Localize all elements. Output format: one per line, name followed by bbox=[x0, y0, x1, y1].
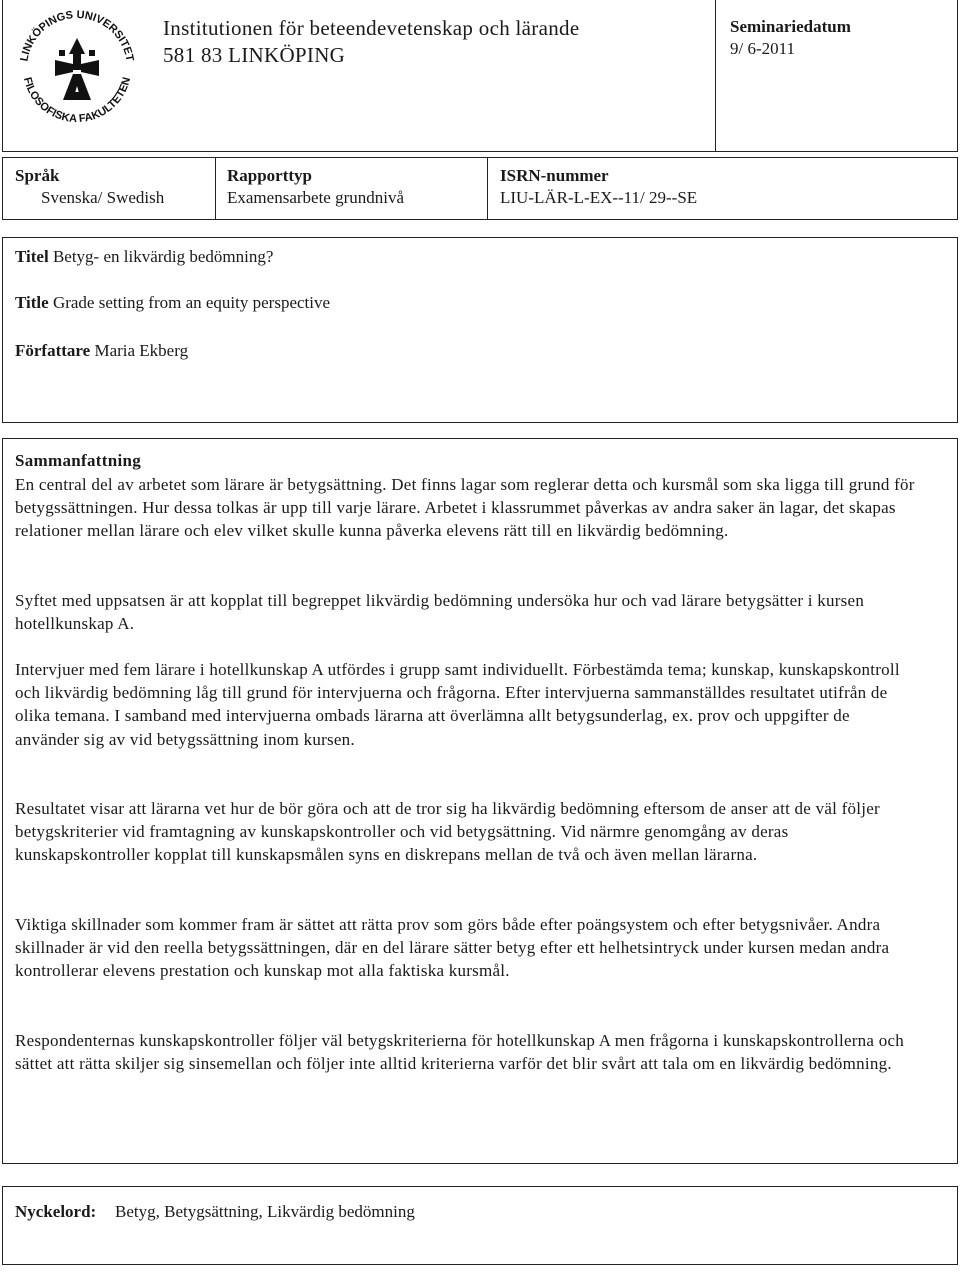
header-divider bbox=[715, 0, 716, 151]
abstract-paragraph: En central del av arbetet som lärare är betygsättning. Det finns lagar som reglerar detta och kursmål som ska ligga till grund för betygssättningen. Hur dessa tolkas är upp till varje lärare. Arbetet i klassrummet påverkas av andra saker än lagar, det skapas relationer mellan lärare och elev vilket skulle kunna påverka elevens rätt till en likvärdig bedömning. bbox=[15, 475, 915, 541]
metadata-divider bbox=[215, 158, 216, 220]
isrn-label: ISRN-nummer bbox=[500, 166, 609, 185]
author-line bbox=[15, 341, 188, 361]
logo-text-top: LINKÖPINGS UNIVERSITET bbox=[18, 8, 136, 63]
isrn-value: LIU-LÄR-L-EX--11/ 29--SE bbox=[500, 188, 698, 207]
keywords-value: Betyg, Betygsättning, Likvärdig bedömning bbox=[115, 1202, 415, 1221]
abstract-paragraph: Resultatet visar att lärarna vet hur de bör göra och att de tror sig ha likvärdig bedömning eftersom de anser att de väl följer betygskriterier vid framtagning av kunskapskontroller och vid betygsättning. Vid närmre genomgång av deras kunskapskontroller kopplat till kunskapsmålen syns en diskrepans mellan de två och även mellan lärarna. bbox=[15, 799, 880, 865]
abstract-block bbox=[2, 438, 958, 1164]
title-block bbox=[2, 237, 958, 423]
abstract-paragraph: Intervjuer med fem lärare i hotellkunskap A utfördes i grupp samt individuellt. Förbestämda tema; kunskap, kunskapskontroll och likvärdig bedömning låg till grund för intervjuerna och frågorna. Efter intervjuerna sammanställdes resultatet utifrån de olika temana. I samband med intervjuerna ombads lärarna att överlämna allt betygsunderlag, ex. prov och uppgifter de använder sig av vid betygssättning inom kursen. bbox=[15, 660, 900, 749]
abstract-paragraph: Syftet med uppsatsen är att kopplat till begreppet likvärdig bedömning undersöka hur och vad lärare betygsätter i kursen hotellkunskap A. bbox=[15, 591, 865, 634]
document-header bbox=[2, 0, 958, 152]
language-label: Språk bbox=[15, 166, 60, 185]
institution-name: Institutionen för beteendevetenskap och lärande bbox=[163, 16, 580, 40]
author-value: Maria Ekberg bbox=[94, 341, 189, 360]
keywords-label: Nyckelord: bbox=[15, 1202, 97, 1221]
report-type-label: Rapporttyp bbox=[227, 166, 313, 185]
report-type-value: Examensarbete grundnivå bbox=[227, 188, 405, 207]
english-title-value: Grade setting from an equity perspective bbox=[52, 293, 331, 312]
seminar-date-label: Seminariedatum bbox=[730, 17, 851, 36]
institution-address: 581 83 LINKÖPING bbox=[163, 43, 346, 67]
english-title-line bbox=[15, 293, 330, 313]
english-title-label: Title bbox=[15, 293, 49, 312]
swedish-title-label: Titel bbox=[15, 247, 49, 266]
keywords-block bbox=[2, 1186, 958, 1265]
author-label: Författare bbox=[15, 341, 91, 360]
swedish-title-value: Betyg- en likvärdig bedömning? bbox=[52, 247, 274, 266]
seminar-date-value: 9/ 6-2011 bbox=[730, 39, 796, 58]
abstract-paragraph: Respondenternas kunskapskontroller följer väl betygskriterierna för hotellkunskap A men frågorna i kunskapskontrollerna och sättet att rätta skiljer sig sinsemellan och följer inte alltid kriterierna varför det blir svårt att tala om en likvärdig bedömning. bbox=[15, 1031, 905, 1074]
abstract-heading: Sammanfattning bbox=[15, 451, 142, 470]
metadata-divider bbox=[487, 158, 488, 220]
swedish-title-line bbox=[15, 247, 273, 267]
university-seal-logo bbox=[11, 4, 143, 132]
abstract-paragraph: Viktiga skillnader som kommer fram är sättet att rätta prov som görs både efter poängsystem och efter betygsnivåer. Andra skillnader är vid den reella betygssättningen, där en del lärare sätter betyg efter ett helhetsintryck under kursen medan andra kontrollerar elevens prestation och kunskap mot alla faktiska kursmål. bbox=[15, 915, 890, 981]
language-value: Svenska/ Swedish bbox=[41, 188, 165, 207]
metadata-row bbox=[2, 157, 958, 220]
logo-text-bottom: FILOSOFISKA FAKULTETEN bbox=[20, 75, 134, 126]
